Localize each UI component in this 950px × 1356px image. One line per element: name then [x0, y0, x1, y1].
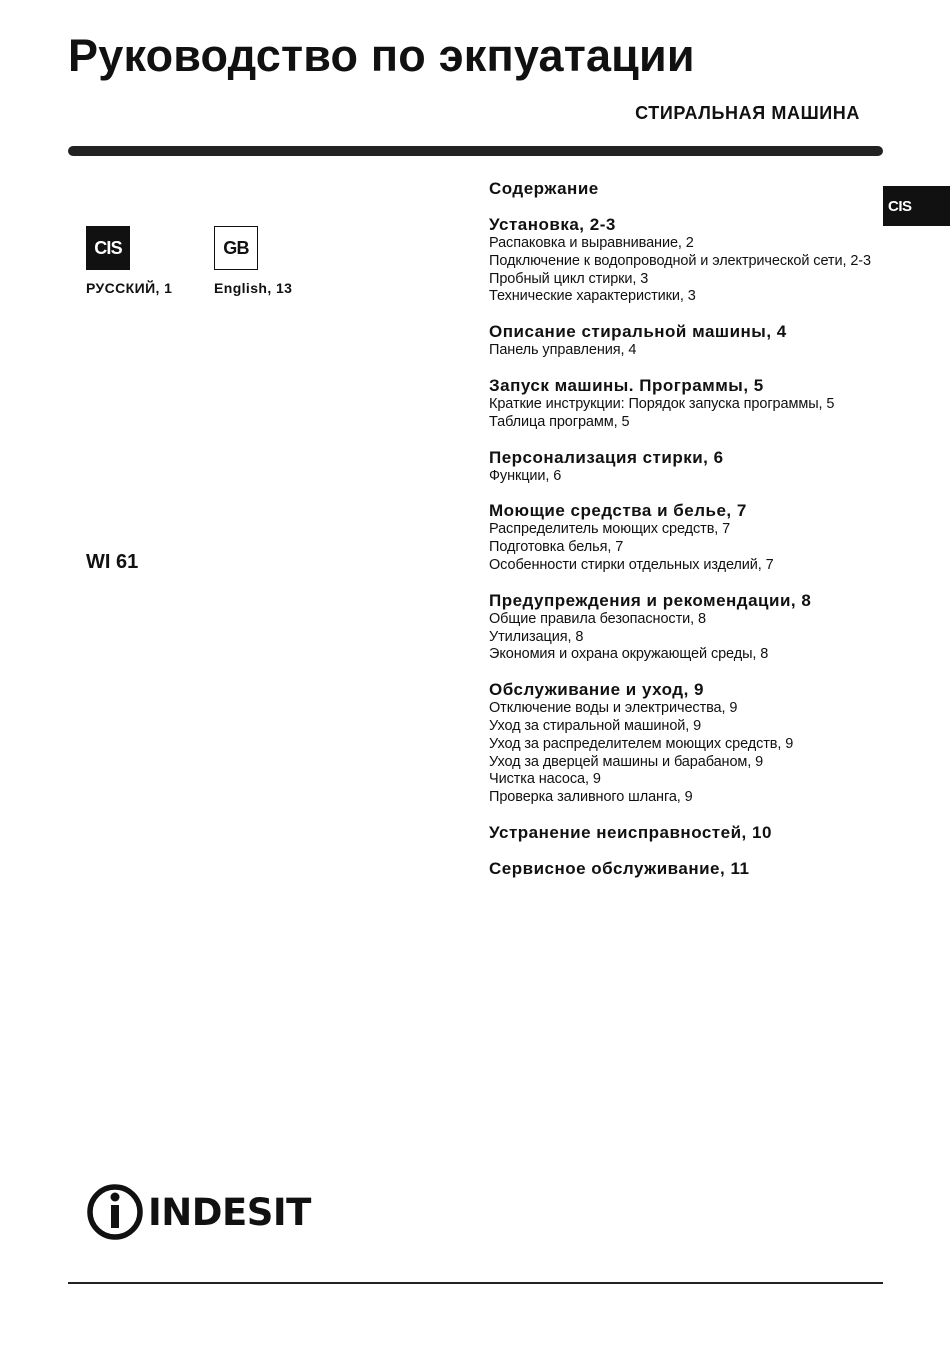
side-language-tab — [883, 186, 950, 226]
toc-section — [489, 215, 889, 306]
toc-item: Технические характеристики, 3 — [489, 288, 696, 305]
toc-item: Проверка заливного шланга, 9 — [489, 789, 693, 806]
toc-section — [489, 823, 889, 843]
toc-item: Особенности стирки отдельных изделий, 7 — [489, 556, 774, 573]
brand-logo — [86, 1184, 311, 1240]
page-title: Руководство по экпуатации — [68, 30, 695, 81]
language-badge-cis — [86, 226, 130, 270]
toc-section-title: Персонализация стирки, 6 — [489, 447, 724, 467]
toc-item: Подготовка белья, 7 — [489, 539, 624, 556]
table-of-contents — [489, 179, 889, 895]
toc-section — [489, 591, 889, 664]
toc-section-title: Устранение неисправностей, 10 — [489, 822, 772, 842]
indesit-i-logo-icon — [86, 1184, 144, 1240]
toc-item: Краткие инструкции: Порядок запуска программы, 5 — [489, 395, 835, 412]
toc-section — [489, 448, 889, 486]
language-code: CIS — [94, 237, 122, 258]
toc-section — [489, 501, 889, 574]
language-code: GB — [223, 237, 249, 258]
toc-section — [489, 376, 889, 432]
toc-section-title: Установка, 2-3 — [489, 215, 616, 234]
toc-item: Уход за дверцей машины и барабаном, 9 — [489, 753, 764, 770]
model-number: WI 61 — [86, 551, 139, 573]
toc-item: Распаковка и выравнивание, 2 — [489, 235, 694, 251]
toc-item: Общие правила безопасности, 8 — [489, 610, 706, 627]
toc-item: Экономия и охрана окружающей среды, 8 — [489, 646, 769, 663]
toc-item: Пробный цикл стирки, 3 — [489, 270, 649, 287]
toc-section-title: Предупреждения и рекомендации, 8 — [489, 590, 812, 610]
toc-item-list — [489, 521, 889, 574]
toc-item: Таблица программ, 5 — [489, 413, 630, 430]
toc-section — [489, 680, 889, 807]
toc-item: Уход за распределителем моющих средств, 9 — [489, 735, 794, 752]
toc-section — [489, 322, 889, 360]
toc-section-title: Моющие средства и белье, 7 — [489, 501, 747, 521]
toc-item: Уход за стиральной машиной, 9 — [489, 717, 702, 734]
toc-item: Отключение воды и электричества, 9 — [489, 700, 738, 717]
toc-item-list — [489, 611, 889, 664]
toc-item-list — [489, 342, 889, 360]
toc-item: Панель управления, 4 — [489, 342, 637, 359]
toc-section-title: Обслуживание и уход, 9 — [489, 680, 704, 700]
footer-divider — [68, 1282, 883, 1284]
toc-item-list — [489, 468, 889, 486]
brand-name: INDESIT — [148, 1190, 311, 1234]
toc-item: Подключение к водопроводной и электрической сети, 2-3 — [489, 252, 871, 269]
toc-item-list — [489, 396, 889, 432]
toc-section-title: Описание стиральной машины, 4 — [489, 322, 787, 342]
header-divider — [68, 146, 883, 156]
toc-item-list — [489, 235, 889, 306]
side-tab-label: CIS — [888, 197, 912, 215]
language-badge-gb — [214, 226, 258, 270]
toc-sections — [489, 215, 889, 879]
toc-heading: Содержание — [489, 179, 599, 198]
toc-item: Распределитель моющих средств, 7 — [489, 521, 731, 538]
toc-section — [489, 859, 889, 879]
document-subtitle: СТИРАЛЬНАЯ МАШИНА — [635, 103, 860, 123]
language-label-english: English, 13 — [214, 280, 293, 296]
toc-section-title: Сервисное обслуживание, 11 — [489, 858, 750, 878]
toc-item: Чистка насоса, 9 — [489, 771, 601, 788]
toc-section-title: Запуск машины. Программы, 5 — [489, 375, 764, 395]
toc-item: Функции, 6 — [489, 467, 562, 484]
toc-item: Утилизация, 8 — [489, 628, 584, 645]
toc-item-list — [489, 700, 889, 807]
language-label-russian: РУССКИЙ, 1 — [86, 280, 173, 296]
